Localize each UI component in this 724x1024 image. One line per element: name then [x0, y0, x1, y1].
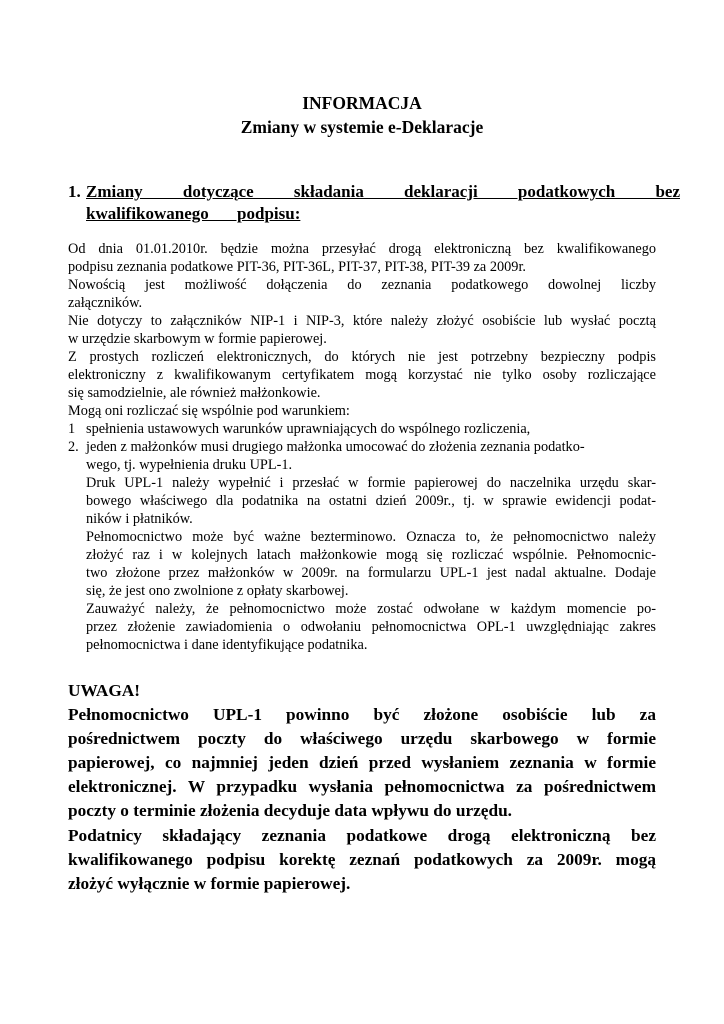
conditions-list: [68, 420, 656, 654]
list-item-text: jeden z małżonków musi drugiego małżonka umocować do złożenia zeznania podatko-: [86, 439, 585, 455]
warning-block: [68, 679, 656, 823]
body-line: elektroniczny z kwalifikowanym certyfikatem mogą korzystać nie tylko osoby rozliczające: [68, 367, 656, 383]
body-line: Z prostych rozliczeń elektronicznych, do których nie jest potrzebny bezpieczny podpis: [68, 349, 656, 365]
document-title: INFORMACJA: [302, 93, 422, 113]
warning-line: poczty o terminie złożenia decyduje data wpływu do urzędu.: [68, 801, 512, 820]
list-line: bowego właściwego dla podatnika na ostatni dzień 2009r., tj. w sprawie ewidencji podat-: [86, 493, 656, 509]
warning-line: pośrednictwem poczty do właściwego urzędu skarbowego w formie: [68, 729, 656, 748]
body-line: w urzędzie skarbowym w formie papierowej.: [68, 331, 327, 347]
list-line: two złożone przez małżonków w 2009r. na formularzu UPL-1 jest nadal aktualne. Dodaje: [86, 565, 656, 581]
list-line: ników i płatników.: [86, 511, 193, 527]
list-line: wego, tj. wypełnienia druku UPL-1.: [86, 457, 293, 473]
note-line: kwalifikowanego podpisu korektę zeznań podatkowych za 2009r. mogą: [68, 850, 656, 869]
body-line: załączników.: [68, 295, 143, 311]
note-line: złożyć wyłącznie w formie papierowej.: [68, 874, 351, 893]
warning-label: UWAGA!: [68, 681, 141, 700]
section-heading-line-2: kwalifikowanego podpisu:: [86, 204, 301, 223]
list-item: [68, 438, 656, 456]
body-line: Nie dotyczy to załączników NIP-1 i NIP-3, które należy złożyć osobiście lub wysłać pocztą: [68, 313, 656, 329]
body-paragraphs: [68, 240, 656, 420]
list-line: Zauważyć należy, że pełnomocnictwo może zostać odwołane w każdym momencie po-: [86, 601, 656, 617]
list-line: przez złożenie zawiadomienia o odwołaniu pełnomocnictwa OPL-1 uwzględniając zakres: [86, 619, 656, 635]
body-line: Od dnia 01.01.2010r. będzie można przesyłać drogą elektroniczną bez kwalifikowanego: [68, 241, 656, 257]
body-line: podpisu zeznania podatkowe PIT-36, PIT-36L, PIT-37, PIT-38, PIT-39 za 2009r.: [68, 259, 526, 275]
list-item-text: spełnienia ustawowych warunków uprawniających do wspólnego rozliczenia,: [86, 421, 531, 437]
list-line: się, że jest ono zwolnione z opłaty skarbowej.: [86, 583, 349, 599]
list-line: Pełnomocnictwo może być ważne bezterminowo. Oznacza to, że pełnomocnictwo należy: [86, 529, 656, 545]
body-line: Nowością jest możliwość dołączenia do zeznania podatkowego dowolnej liczby: [68, 277, 656, 293]
list-item-number: 1: [68, 421, 76, 437]
document-subtitle: Zmiany w systemie e-Deklaracje: [240, 117, 484, 137]
note-block: [68, 824, 656, 896]
warning-line: elektronicznej. W przypadku wysłania pełnomocnictwa za pośrednictwem: [68, 777, 656, 796]
body-line: Mogą oni rozliczać się wspólnie pod warunkiem:: [68, 403, 350, 419]
list-line: pełnomocnictwa i dane identyfikujące podatnika.: [86, 637, 368, 653]
list-item: [68, 420, 656, 438]
list-item-number: 2.: [68, 439, 79, 455]
list-line: Druk UPL-1 należy wypełnić i przesłać w formie papierowej do naczelnika urzędu skar-: [86, 475, 656, 491]
warning-line: Pełnomocnictwo UPL-1 powinno być złożone osobiście lub za: [68, 705, 656, 724]
warning-line: papierowej, co najmniej jeden dzień przed wysłaniem zeznania w formie: [68, 753, 656, 772]
body-line: się samodzielnie, ale również małżonkowie.: [68, 385, 321, 401]
note-line: Podatnicy składający zeznania podatkowe drogą elektroniczną bez: [68, 826, 656, 845]
section-number: 1.: [68, 182, 81, 201]
section-heading-line-1: Zmiany dotyczące składania deklaracji podatkowych bez: [86, 182, 680, 201]
list-line: złożyć raz i w kolejnych latach małżonkowie mogą się rozliczać wspólnie. Pełnomocnic-: [86, 547, 656, 563]
